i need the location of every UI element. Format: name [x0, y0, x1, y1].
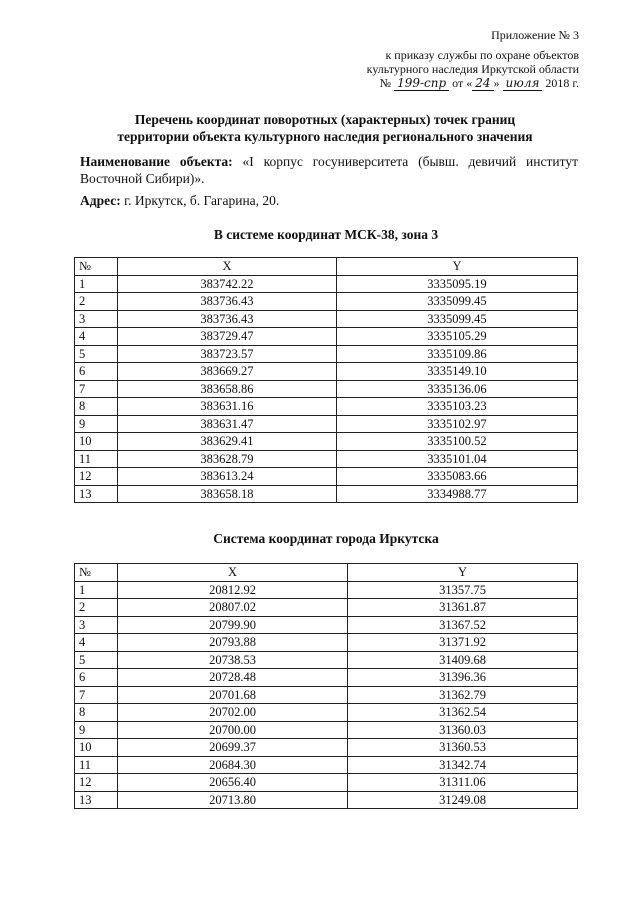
y-coordinate-cell: 31249.08 — [348, 791, 578, 809]
x-coordinate-cell: 20728.48 — [118, 669, 348, 687]
x-coordinate-cell: 383658.86 — [118, 380, 337, 398]
table-row — [75, 415, 578, 433]
x-coordinate-cell: 20793.88 — [118, 634, 348, 652]
x-coordinate-cell: 383723.57 — [118, 345, 337, 363]
x-coordinate-cell: 383736.43 — [118, 293, 337, 311]
table-header-row — [75, 564, 578, 582]
x-coordinate-cell: 383658.18 — [118, 485, 337, 503]
point-number-cell: 2 — [75, 293, 118, 311]
point-number-cell: 6 — [75, 669, 118, 687]
table-row — [75, 669, 578, 687]
title-line-1: Перечень координат поворотных (характерных) точек границ — [134, 112, 516, 127]
header-x: X — [118, 258, 337, 276]
table-row — [75, 433, 578, 451]
x-coordinate-cell: 20799.90 — [118, 616, 348, 634]
header-x: X — [118, 564, 348, 582]
table-body — [75, 581, 578, 809]
point-number-cell: 9 — [75, 415, 118, 433]
table-row — [75, 791, 578, 809]
y-coordinate-cell: 31360.53 — [348, 739, 578, 757]
x-coordinate-cell: 20699.37 — [118, 739, 348, 757]
x-coordinate-cell: 20738.53 — [118, 651, 348, 669]
point-number-cell: 7 — [75, 380, 118, 398]
table-row — [75, 310, 578, 328]
table-row — [75, 380, 578, 398]
point-number-cell: 3 — [75, 616, 118, 634]
x-coordinate-cell: 383729.47 — [118, 328, 337, 346]
order-sep: » — [493, 76, 500, 90]
y-coordinate-cell: 3334988.77 — [336, 485, 577, 503]
point-number-cell: 8 — [75, 704, 118, 722]
x-coordinate-cell: 383742.22 — [118, 275, 337, 293]
y-coordinate-cell: 31362.54 — [348, 704, 578, 722]
table-row — [75, 345, 578, 363]
y-coordinate-cell: 3335136.06 — [336, 380, 577, 398]
document-title — [70, 111, 580, 145]
table-row — [75, 739, 578, 757]
y-coordinate-cell: 3335083.66 — [336, 468, 577, 486]
header-number: № — [75, 564, 118, 582]
appendix-text: Приложение № 3 — [491, 28, 579, 42]
x-coordinate-cell: 383669.27 — [118, 363, 337, 381]
title-line-2: территории объекта культурного наследия регионального значения — [117, 129, 533, 144]
table-row — [75, 616, 578, 634]
table-body — [75, 275, 578, 503]
order-no-prefix: № — [379, 76, 392, 90]
y-coordinate-cell: 31396.36 — [348, 669, 578, 687]
point-number-cell: 2 — [75, 599, 118, 617]
address-value: г. Иркутск, б. Гагарина, 20. — [124, 193, 280, 208]
point-number-cell: 1 — [75, 275, 118, 293]
point-number-cell: 11 — [75, 756, 118, 774]
order-reference — [367, 48, 579, 90]
x-coordinate-cell: 20807.02 — [118, 599, 348, 617]
system2-title: Система координат города Иркутска — [213, 531, 439, 546]
y-coordinate-cell: 31360.03 — [348, 721, 578, 739]
table-row — [75, 774, 578, 792]
object-name-value: «I корпус госуниверситета (бывш. девичий институт Восточной Сибири)». — [80, 154, 578, 186]
y-coordinate-cell: 3335109.86 — [336, 345, 577, 363]
y-coordinate-cell: 31409.68 — [348, 651, 578, 669]
x-coordinate-cell: 20656.40 — [118, 774, 348, 792]
y-coordinate-cell: 3335103.23 — [336, 398, 577, 416]
point-number-cell: 5 — [75, 345, 118, 363]
order-day: 24 — [472, 76, 493, 91]
coordinates-table-msk38 — [74, 257, 578, 503]
x-coordinate-cell: 20684.30 — [118, 756, 348, 774]
table-row — [75, 599, 578, 617]
table-row — [75, 686, 578, 704]
header-number: № — [75, 258, 118, 276]
y-coordinate-cell: 31367.52 — [348, 616, 578, 634]
table-row — [75, 450, 578, 468]
point-number-cell: 1 — [75, 581, 118, 599]
x-coordinate-cell: 383736.43 — [118, 310, 337, 328]
point-number-cell: 4 — [75, 634, 118, 652]
point-number-cell: 6 — [75, 363, 118, 381]
point-number-cell: 13 — [75, 485, 118, 503]
y-coordinate-cell: 31362.79 — [348, 686, 578, 704]
order-month: июля — [503, 76, 543, 91]
address-label: Адрес: — [80, 193, 121, 208]
table-row — [75, 468, 578, 486]
table-row — [75, 756, 578, 774]
y-coordinate-cell: 31342.74 — [348, 756, 578, 774]
y-coordinate-cell: 31311.06 — [348, 774, 578, 792]
table-row — [75, 293, 578, 311]
table-row — [75, 581, 578, 599]
point-number-cell: 13 — [75, 791, 118, 809]
x-coordinate-cell: 383631.16 — [118, 398, 337, 416]
point-number-cell: 7 — [75, 686, 118, 704]
point-number-cell: 5 — [75, 651, 118, 669]
point-number-cell: 8 — [75, 398, 118, 416]
coordinates-table-irkutsk — [74, 563, 578, 809]
header-y: Y — [348, 564, 578, 582]
y-coordinate-cell: 31371.92 — [348, 634, 578, 652]
object-address — [80, 193, 279, 209]
y-coordinate-cell: 3335095.19 — [336, 275, 577, 293]
system1-title: В системе координат МСК-38, зона 3 — [213, 227, 439, 242]
x-coordinate-cell: 20702.00 — [118, 704, 348, 722]
order-year: 2018 г. — [545, 76, 579, 90]
x-coordinate-cell: 383628.79 — [118, 450, 337, 468]
appendix-label — [491, 28, 579, 42]
point-number-cell: 12 — [75, 774, 118, 792]
order-line-2: культурного наследия Иркутской области — [366, 62, 579, 76]
y-coordinate-cell: 31361.87 — [348, 599, 578, 617]
y-coordinate-cell: 3335101.04 — [336, 450, 577, 468]
point-number-cell: 9 — [75, 721, 118, 739]
table-row — [75, 721, 578, 739]
table-row — [75, 328, 578, 346]
x-coordinate-cell: 20713.80 — [118, 791, 348, 809]
x-coordinate-cell: 20700.00 — [118, 721, 348, 739]
y-coordinate-cell: 31357.75 — [348, 581, 578, 599]
table-row — [75, 275, 578, 293]
x-coordinate-cell: 383631.47 — [118, 415, 337, 433]
x-coordinate-cell: 20701.68 — [118, 686, 348, 704]
table-header-row — [75, 258, 578, 276]
point-number-cell: 12 — [75, 468, 118, 486]
table-row — [75, 651, 578, 669]
point-number-cell: 3 — [75, 310, 118, 328]
order-line-3 — [367, 76, 579, 90]
table-row — [75, 485, 578, 503]
x-coordinate-cell: 383629.41 — [118, 433, 337, 451]
point-number-cell: 10 — [75, 433, 118, 451]
y-coordinate-cell: 3335100.52 — [336, 433, 577, 451]
point-number-cell: 11 — [75, 450, 118, 468]
table-row — [75, 634, 578, 652]
order-line-1: к приказу службы по охране объектов — [385, 48, 579, 62]
x-coordinate-cell: 383613.24 — [118, 468, 337, 486]
object-name — [80, 153, 578, 187]
y-coordinate-cell: 3335149.10 — [336, 363, 577, 381]
y-coordinate-cell: 3335099.45 — [336, 310, 577, 328]
table-row — [75, 704, 578, 722]
header-y: Y — [336, 258, 577, 276]
point-number-cell: 10 — [75, 739, 118, 757]
y-coordinate-cell: 3335102.97 — [336, 415, 577, 433]
table-row — [75, 363, 578, 381]
point-number-cell: 4 — [75, 328, 118, 346]
order-from: от « — [452, 76, 473, 90]
object-name-label: Наименование объекта: — [80, 154, 233, 169]
table-row — [75, 398, 578, 416]
y-coordinate-cell: 3335105.29 — [336, 328, 577, 346]
x-coordinate-cell: 20812.92 — [118, 581, 348, 599]
y-coordinate-cell: 3335099.45 — [336, 293, 577, 311]
order-number: 199-спр — [394, 76, 449, 91]
